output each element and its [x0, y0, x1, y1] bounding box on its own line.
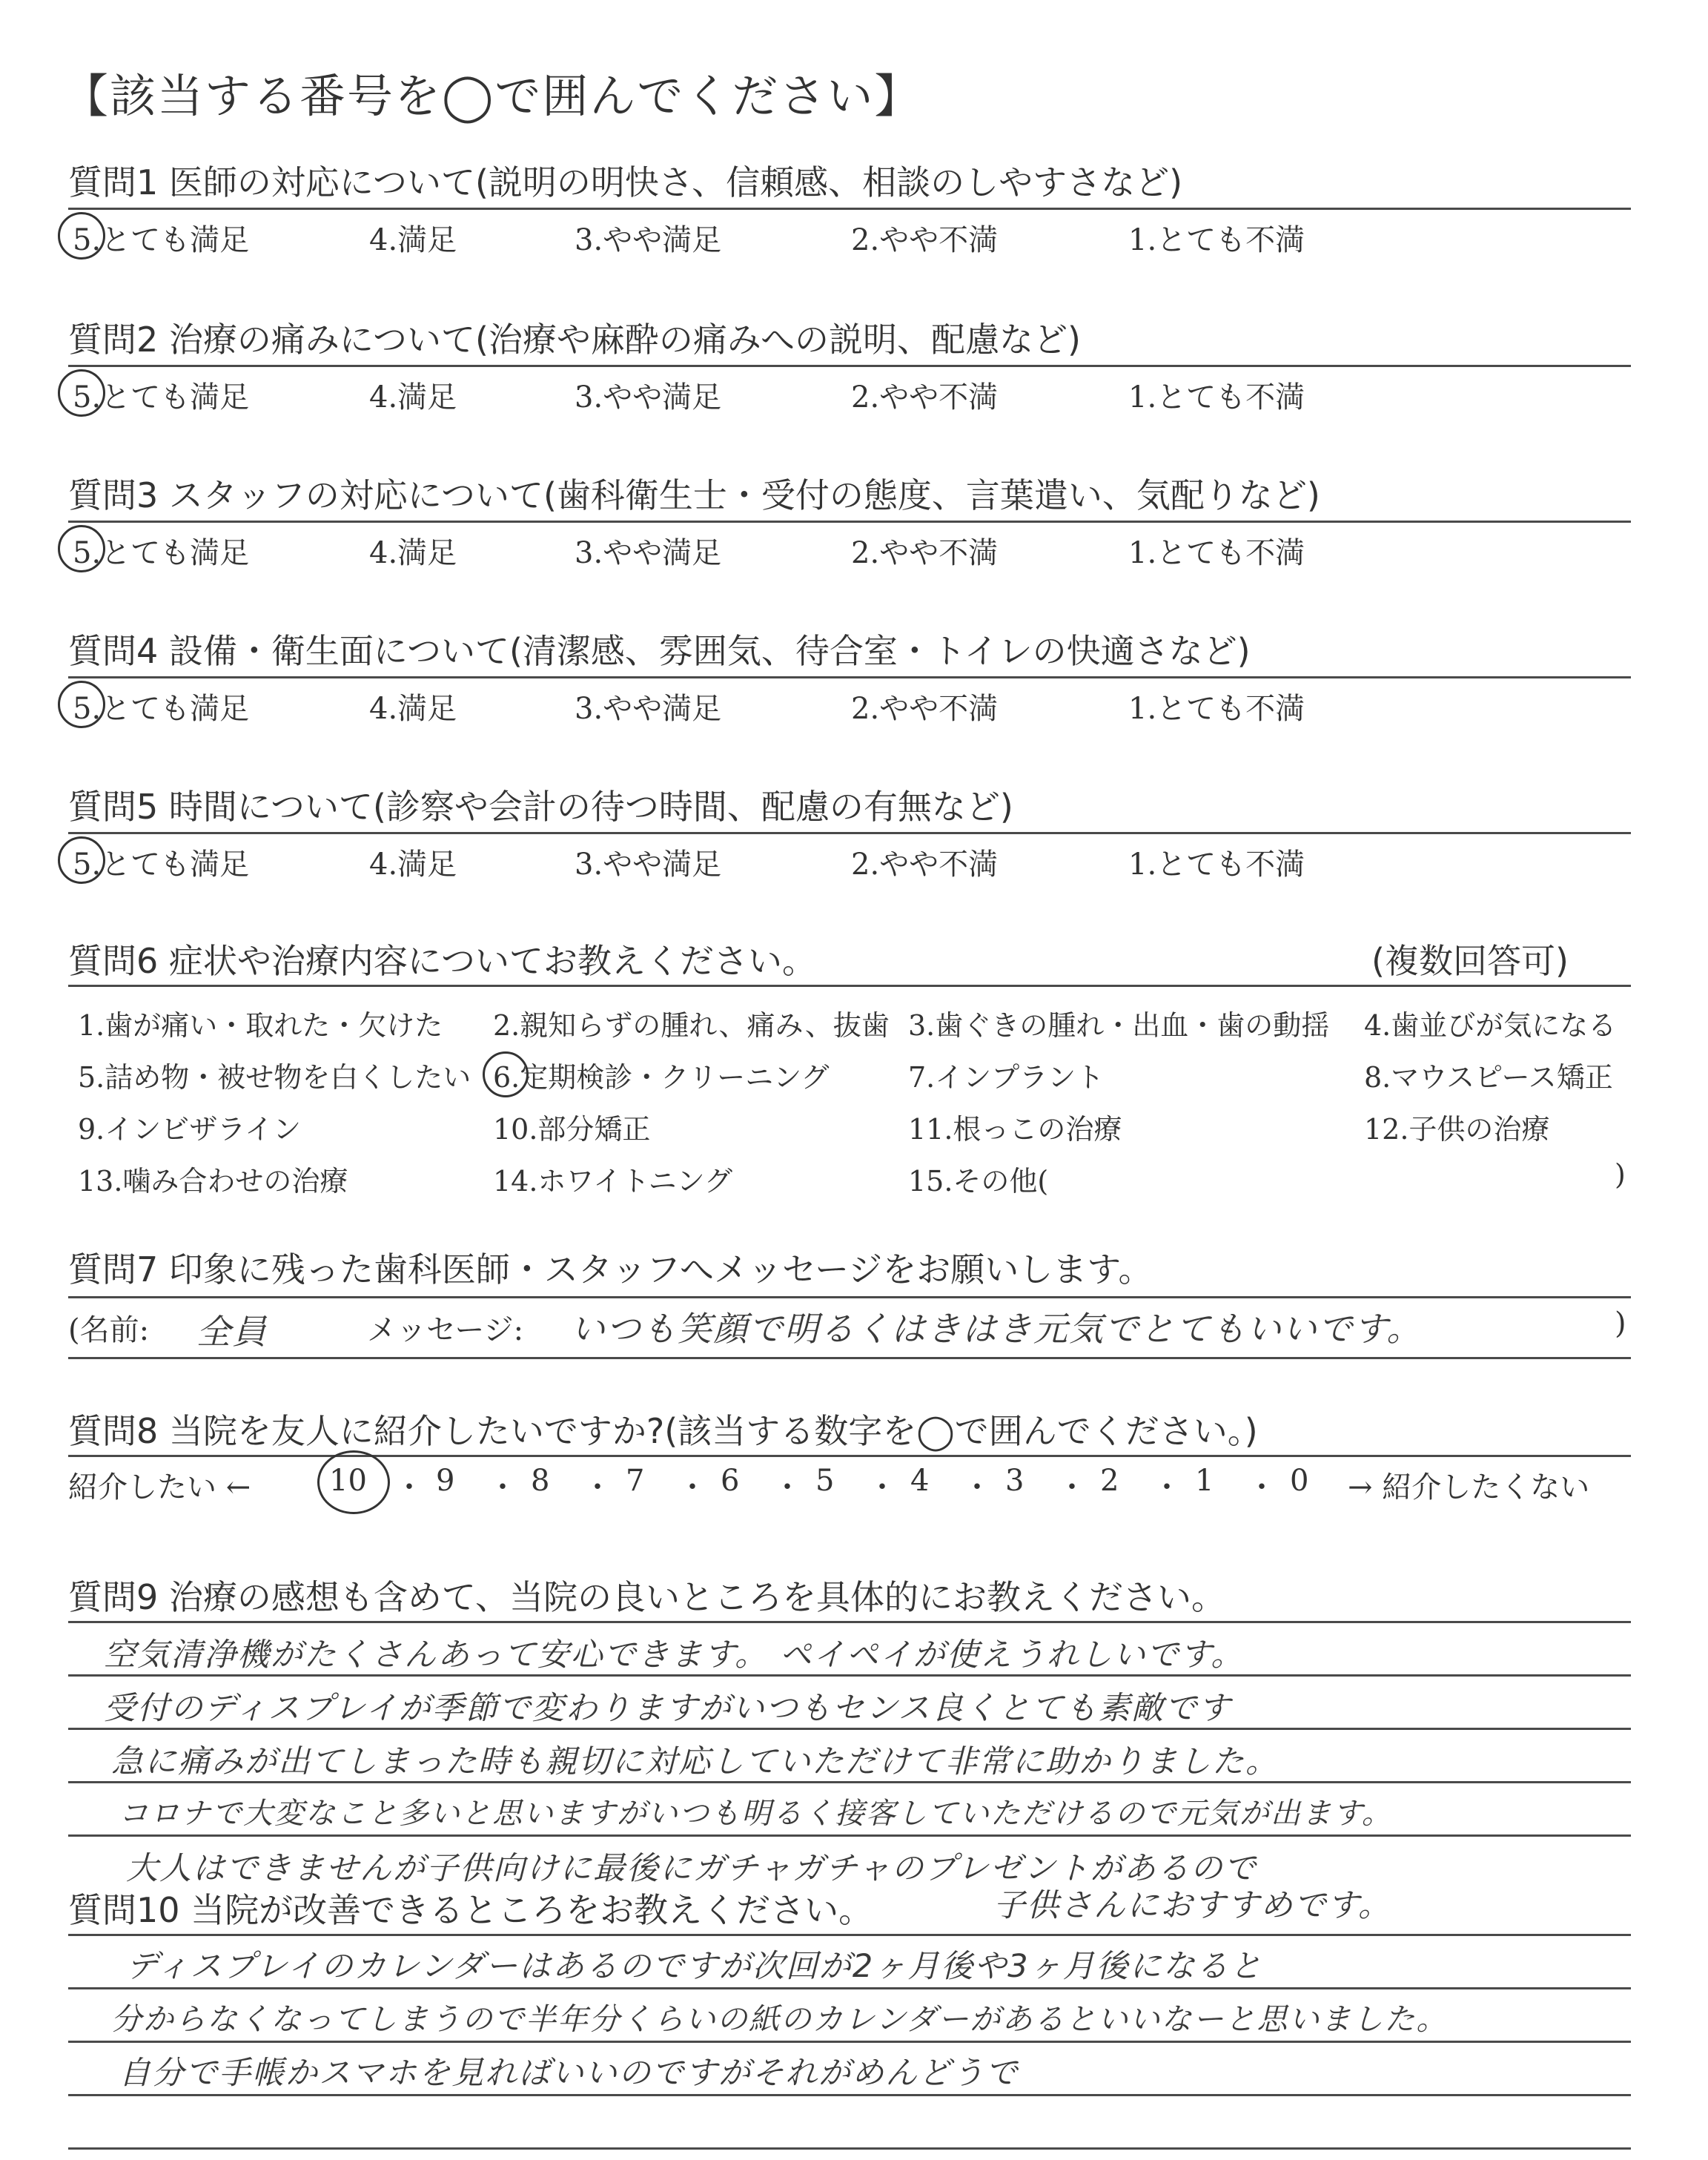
page-title: 【該当する番号を◯で囲んでください】	[62, 69, 922, 123]
divider	[68, 1834, 1631, 1837]
divider	[68, 1781, 1631, 1783]
scale-number[interactable]: 1	[1195, 1464, 1214, 1498]
question-7-heading: 質問7 印象に残った歯科医師・スタッフへメッセージをお願いします。	[68, 1249, 1153, 1289]
scale-right-label: → 紹介したくない	[1348, 1470, 1590, 1505]
multiple-answers-note: (複数回答可)	[1371, 941, 1569, 981]
category-item[interactable]: 5.詰め物・被せ物を白くしたい	[78, 1061, 471, 1094]
category-item[interactable]: 10.部分矯正	[493, 1113, 651, 1146]
divider	[68, 1296, 1631, 1298]
option-4[interactable]: 4.満足	[369, 848, 457, 882]
option-5[interactable]: 5.とても満足	[73, 380, 250, 415]
scale-separator: ・	[962, 1470, 992, 1505]
message-label: メッセージ:	[367, 1313, 524, 1347]
answer-line[interactable]: 急に痛みが出てしまった時も親切に対応していただけて非常に助かりました。	[111, 1743, 1279, 1780]
scale-number[interactable]: 3	[1005, 1464, 1025, 1498]
scale-number[interactable]: 4	[910, 1464, 930, 1498]
divider	[68, 2147, 1631, 2150]
scale-separator: ・	[583, 1470, 612, 1505]
divider	[68, 985, 1631, 987]
question-2-heading: 質問2 治療の痛みについて(治療や麻酔の痛みへの説明、配慮など)	[68, 320, 1081, 360]
answer-line[interactable]: ディスプレイのカレンダーはあるのですが次回が2ヶ月後や3ヶ月後になると	[126, 1948, 1263, 1985]
scale-number[interactable]: 0	[1290, 1464, 1309, 1498]
scale-separator: ・	[394, 1470, 424, 1505]
option-2[interactable]: 2.やや不満	[851, 223, 999, 257]
answer-line[interactable]: 自分で手帳かスマホを見ればいいのですがそれがめんどうで	[119, 2055, 1019, 2092]
answer-line[interactable]: 分からなくなってしまうので半年分くらいの紙のカレンダーがあるといいなーと思いました。	[111, 2001, 1449, 2037]
scale-separator: ・	[488, 1470, 517, 1505]
category-item[interactable]: 7.インプラント	[908, 1061, 1105, 1094]
divider	[68, 521, 1631, 523]
scale-number[interactable]: 9	[436, 1464, 455, 1498]
scale-separator: ・	[1152, 1470, 1182, 1505]
scale-number[interactable]: 10	[329, 1464, 367, 1498]
answer-line[interactable]: コロナで大変なこと多いと思いますがいつも明るく接客していただけるので元気が出ます。	[119, 1797, 1393, 1831]
name-label: (名前:	[68, 1313, 150, 1347]
category-item[interactable]: 2.親知らずの腫れ、痛み、抜歯	[493, 1009, 890, 1042]
option-4[interactable]: 4.満足	[369, 536, 457, 570]
question-8-heading: 質問8 当院を友人に紹介したいですか?(該当する数字を◯で囲んでください。)	[68, 1411, 1258, 1451]
answer-line[interactable]: 大人はできませんが子供向けに最後にガチャガチャのプレゼントがあるので	[126, 1850, 1257, 1887]
question-10-heading: 質問10 当院が改善できるところをお教えください。	[68, 1890, 873, 1930]
option-1[interactable]: 1.とても不満	[1128, 536, 1305, 570]
option-1[interactable]: 1.とても不満	[1128, 848, 1305, 882]
category-item[interactable]: 14.ホワイトニング	[493, 1165, 733, 1198]
question-5-heading: 質問5 時間について(診察や会計の待つ時間、配慮の有無など)	[68, 787, 1013, 827]
scale-separator: ・	[867, 1470, 897, 1505]
category-item[interactable]: 12.子供の治療	[1364, 1113, 1550, 1146]
divider	[68, 1621, 1631, 1623]
category-item[interactable]: 11.根っこの治療	[908, 1113, 1122, 1146]
category-item[interactable]: 3.歯ぐきの腫れ・出血・歯の動揺	[908, 1009, 1330, 1042]
divider	[68, 2094, 1631, 2096]
scale-separator: ・	[678, 1470, 707, 1505]
answer-line[interactable]: 受付のディスプレイが季節で変わりますがいつもセンス良くとても素敵です	[104, 1690, 1232, 1727]
divider	[68, 676, 1631, 678]
option-1[interactable]: 1.とても不満	[1128, 380, 1305, 415]
divider	[68, 1455, 1631, 1457]
category-item[interactable]: 9.インビザライン	[78, 1113, 302, 1146]
message-answer[interactable]: いつも笑顔で明るくはきはき元気でとてもいいです。	[571, 1309, 1423, 1349]
question-3-heading: 質問3 スタッフの対応について(歯科衛生士・受付の態度、言葉遣い、気配りなど)	[68, 475, 1320, 515]
divider	[68, 2041, 1631, 2043]
category-item[interactable]: 6.定期検診・クリーニング	[493, 1061, 830, 1094]
divider	[68, 832, 1631, 834]
option-4[interactable]: 4.満足	[369, 380, 457, 415]
option-2[interactable]: 2.やや不満	[851, 848, 999, 882]
question-4-heading: 質問4 設備・衛生面について(清潔感、雰囲気、待合室・トイレの快適さなど)	[68, 631, 1251, 671]
option-2[interactable]: 2.やや不満	[851, 692, 999, 726]
answer-line[interactable]: 子供さんにおすすめです。	[993, 1887, 1391, 1924]
option-4[interactable]: 4.満足	[369, 223, 457, 257]
option-3[interactable]: 3.やや満足	[575, 536, 722, 570]
option-4[interactable]: 4.満足	[369, 692, 457, 726]
option-1[interactable]: 1.とても不満	[1128, 223, 1305, 257]
divider	[68, 1987, 1631, 1989]
option-5[interactable]: 5.とても満足	[73, 223, 250, 257]
answer-line[interactable]: 空気清浄機がたくさんあって安心できます。 ペイペイが使えうれしいです。	[104, 1636, 1245, 1674]
scale-separator: ・	[772, 1470, 802, 1505]
option-2[interactable]: 2.やや不満	[851, 380, 999, 415]
divider	[68, 208, 1631, 210]
question-1-heading: 質問1 医師の対応について(説明の明快さ、信頼感、相談のしやすさなど)	[68, 162, 1183, 202]
divider	[68, 1934, 1631, 1936]
option-5[interactable]: 5.とても満足	[73, 536, 250, 570]
option-5[interactable]: 5.とても満足	[73, 692, 250, 726]
option-3[interactable]: 3.やや満足	[575, 380, 722, 415]
category-close-paren: )	[1615, 1158, 1626, 1191]
scale-number[interactable]: 8	[531, 1464, 550, 1498]
divider	[68, 1728, 1631, 1730]
option-3[interactable]: 3.やや満足	[575, 223, 722, 257]
scale-number[interactable]: 6	[721, 1464, 740, 1498]
option-2[interactable]: 2.やや不満	[851, 536, 999, 570]
message-close-paren: )	[1615, 1307, 1626, 1341]
option-5[interactable]: 5.とても満足	[73, 848, 250, 882]
category-item[interactable]: 15.その他(	[908, 1165, 1049, 1198]
scale-left-label: 紹介したい ←	[68, 1470, 251, 1505]
scale-separator: ・	[1057, 1470, 1087, 1505]
scale-number[interactable]: 2	[1100, 1464, 1119, 1498]
divider	[68, 365, 1631, 367]
category-item[interactable]: 13.噛み合わせの治療	[78, 1165, 348, 1198]
category-item[interactable]: 8.マウスピース矯正	[1364, 1061, 1613, 1094]
option-1[interactable]: 1.とても不満	[1128, 692, 1305, 726]
scale-number[interactable]: 7	[626, 1464, 645, 1498]
option-3[interactable]: 3.やや満足	[575, 848, 722, 882]
scale-number[interactable]: 5	[815, 1464, 835, 1498]
scale-separator: ・	[1247, 1470, 1277, 1505]
name-answer[interactable]: 全員	[196, 1312, 268, 1352]
divider	[68, 1357, 1631, 1359]
option-3[interactable]: 3.やや満足	[575, 692, 722, 726]
category-item[interactable]: 4.歯並びが気になる	[1364, 1009, 1617, 1042]
question-9-heading: 質問9 治療の感想も含めて、当院の良いところを具体的にお教えください。	[68, 1577, 1225, 1617]
divider	[68, 1674, 1631, 1677]
question-6-heading: 質問6 症状や治療内容についてお教えください。	[68, 941, 816, 981]
category-item[interactable]: 1.歯が痛い・取れた・欠けた	[78, 1009, 443, 1042]
